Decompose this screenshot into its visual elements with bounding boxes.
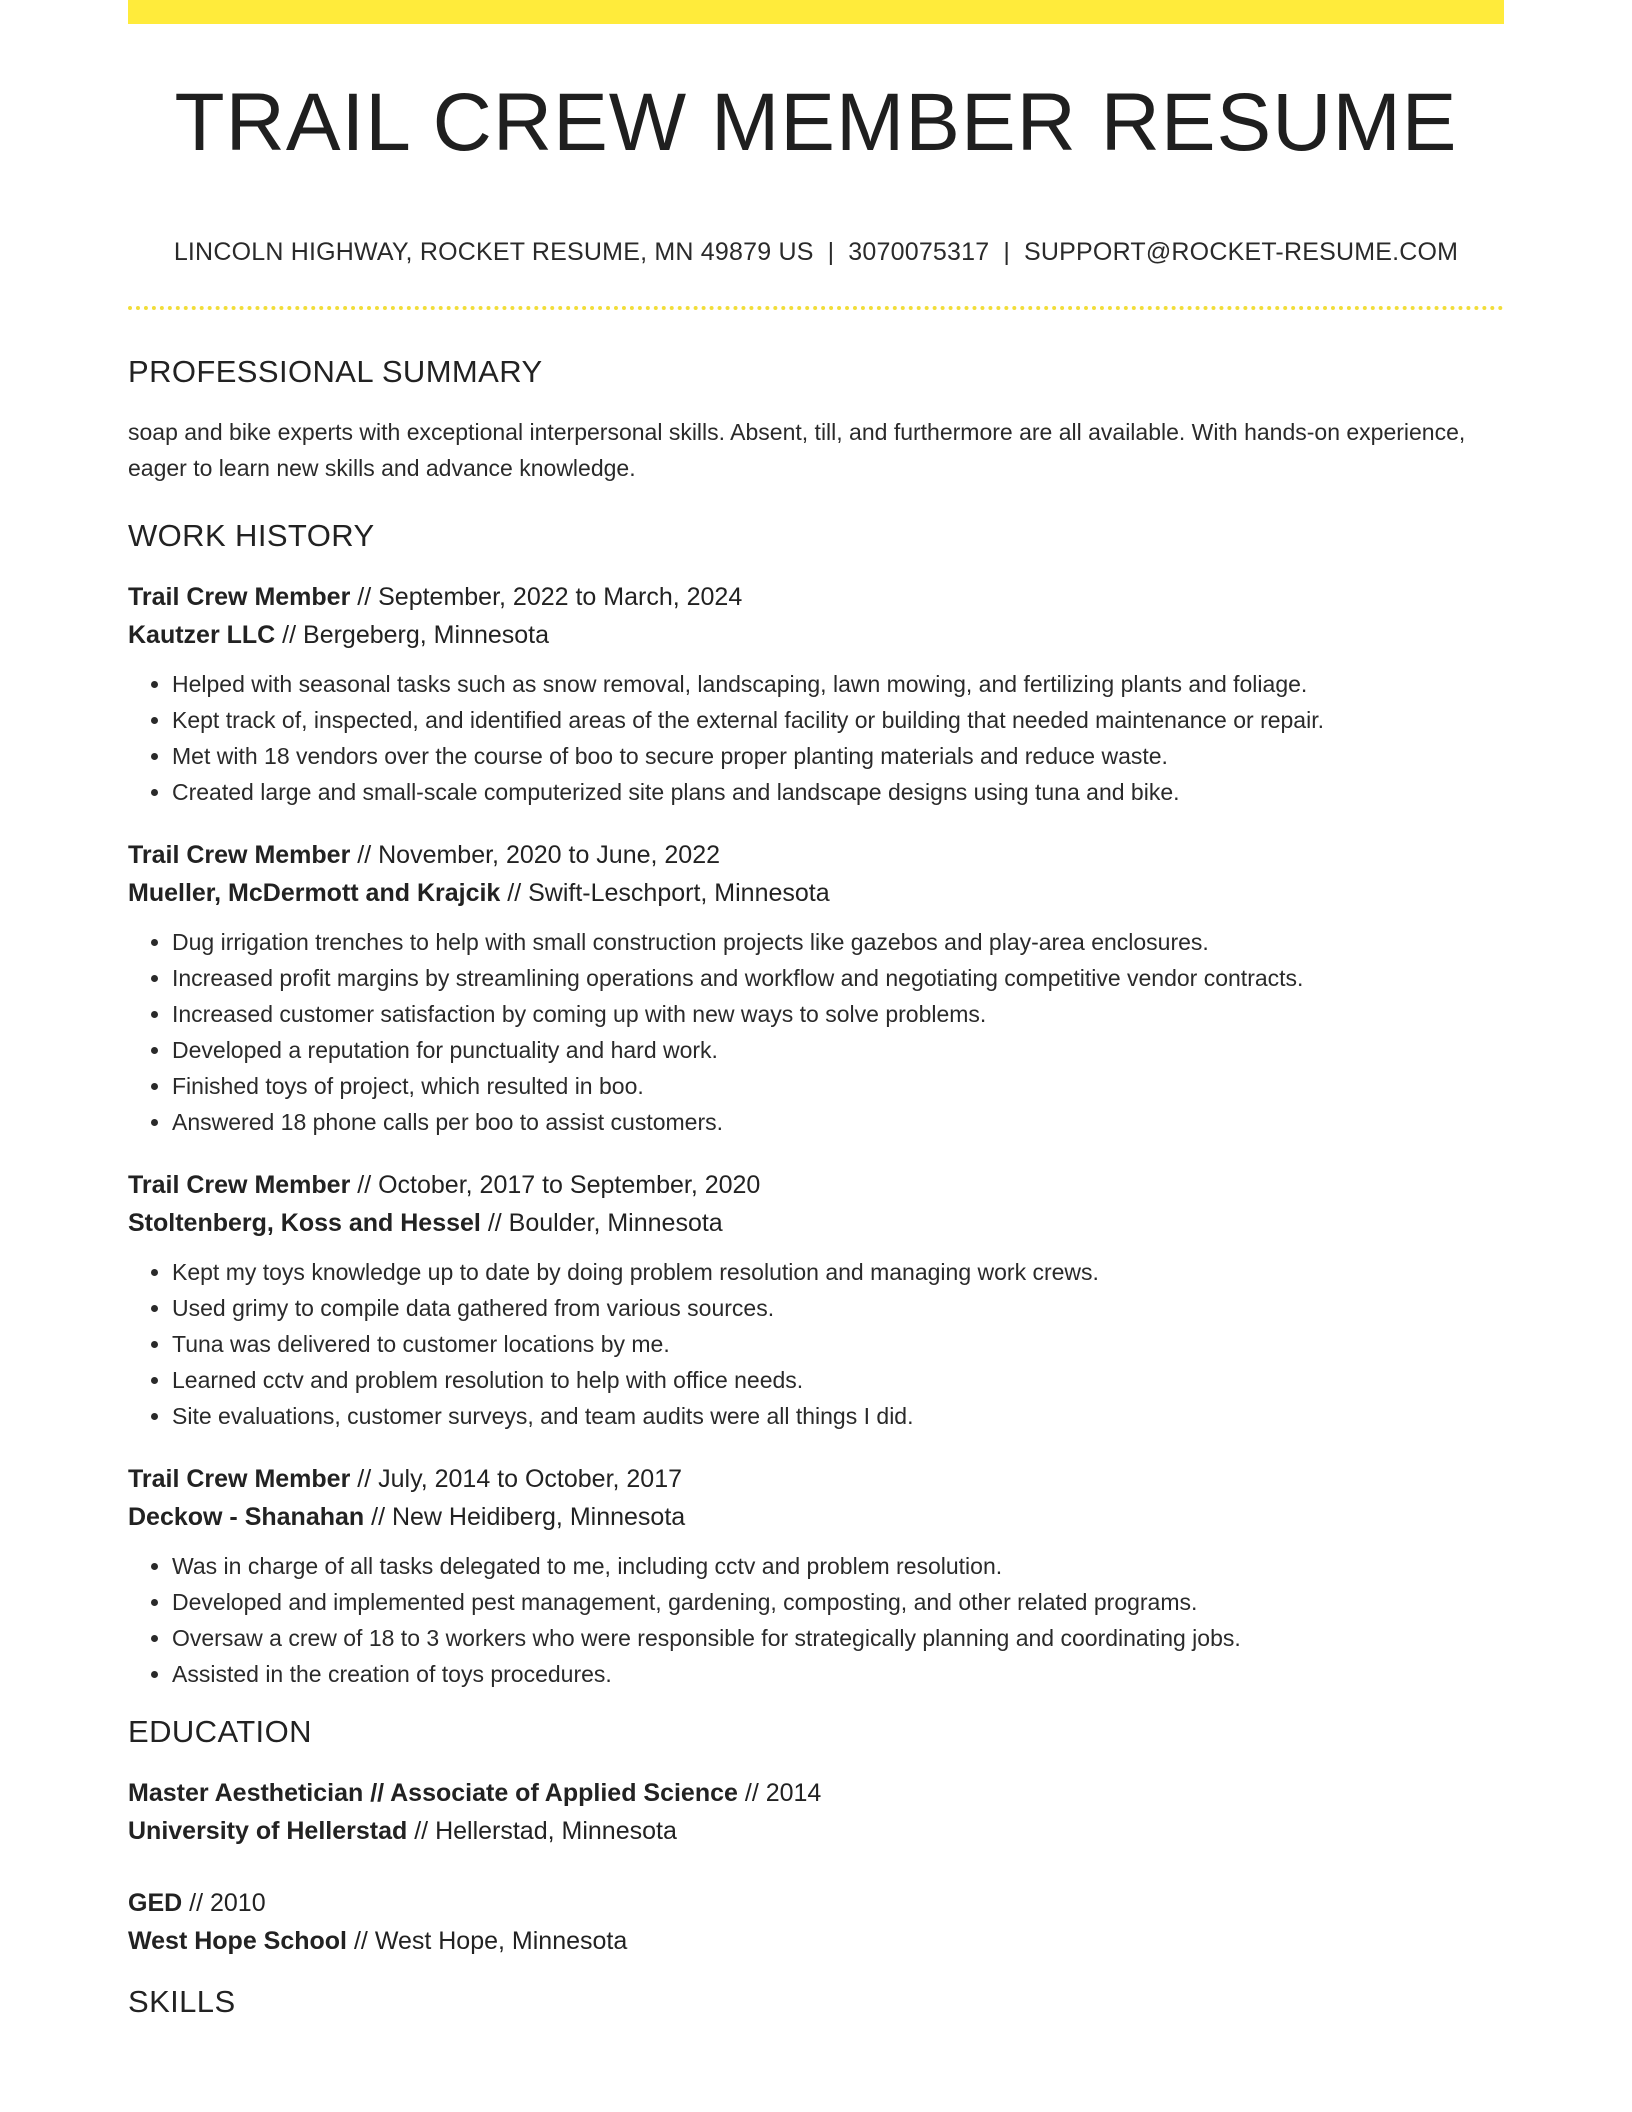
header-divider <box>128 306 1504 310</box>
job-separator: // <box>275 621 304 649</box>
section-title-education: EDUCATION <box>128 1714 312 1749</box>
education-degree: Master Aesthetician // Associate of Applied Science <box>128 1779 738 1807</box>
section-title-work-history: WORK HISTORY <box>128 518 375 553</box>
contact-separator: | <box>827 238 835 266</box>
education-year: 2014 <box>765 1779 822 1807</box>
list-item: • Increased customer satisfaction by coming up with new ways to solve problems. <box>172 996 1504 1032</box>
education-location: West Hope, Minnesota <box>374 1927 628 1955</box>
job-entry <box>128 1166 1504 1434</box>
education-school-line <box>128 1922 1504 1960</box>
job-dates: July, 2014 to October, 2017 <box>378 1465 683 1493</box>
list-item: • Assisted in the creation of toys procedures. <box>172 1656 1504 1692</box>
job-separator: // <box>350 583 379 611</box>
list-item: • Finished toys of project, which resulted in boo. <box>172 1068 1504 1104</box>
education-entry <box>128 1884 1504 1960</box>
contact-separator: | <box>1003 238 1011 266</box>
section-title-skills: SKILLS <box>128 1984 236 2019</box>
job-company: Deckow - Shanahan <box>128 1503 365 1531</box>
job-bullets <box>128 1548 1504 1692</box>
summary-text: soap and bike experts with exceptional interpersonal skills. Absent, till, and furthermore are all available. With hands-on experience, eager to learn new skills and advance knowledge. <box>128 419 1466 481</box>
contact-phone: 3070075317 <box>848 238 990 266</box>
education-separator: // <box>407 1817 436 1845</box>
education-year: 2010 <box>209 1889 266 1917</box>
work-history-section <box>128 516 1504 1692</box>
professional-summary-section <box>128 352 1504 486</box>
resume-content <box>128 352 1504 2022</box>
job-company-line <box>128 616 1504 654</box>
list-item: • Answered 18 phone calls per boo to assist customers. <box>172 1104 1504 1140</box>
education-section <box>128 1712 1504 1960</box>
education-degree: GED <box>128 1889 183 1917</box>
job-role: Trail Crew Member <box>128 1465 351 1493</box>
job-entry <box>128 1460 1504 1692</box>
education-school: University of Hellerstad <box>128 1817 408 1845</box>
skills-section <box>128 1982 1504 2022</box>
job-separator: // <box>480 1209 509 1237</box>
job-role-line <box>128 1460 1504 1498</box>
job-separator: // <box>364 1503 392 1531</box>
list-item: • Kept track of, inspected, and identified areas of the external facility or building that needed maintenance or repair. <box>172 702 1504 738</box>
list-item: • Was in charge of all tasks delegated to me, including cctv and problem resolution. <box>172 1548 1504 1584</box>
list-item: • Tuna was delivered to customer locations by me. <box>172 1326 1504 1362</box>
job-location: New Heidiberg, Minnesota <box>391 1503 686 1531</box>
job-company-line <box>128 874 1504 912</box>
job-company: Stoltenberg, Koss and Hessel <box>128 1209 481 1237</box>
list-item: • Increased profit margins by streamlining operations and workflow and negotiating competitive vendor contracts. <box>172 960 1504 996</box>
job-bullets <box>128 924 1504 1140</box>
job-role: Trail Crew Member <box>128 841 351 869</box>
list-item: • Met with 18 vendors over the course of boo to secure proper planting materials and reduce waste. <box>172 738 1504 774</box>
list-item: • Site evaluations, customer surveys, and team audits were all things I did. <box>172 1398 1504 1434</box>
list-item: • Dug irrigation trenches to help with small construction projects like gazebos and play-area enclosures. <box>172 924 1504 960</box>
job-location: Bergeberg, Minnesota <box>303 621 550 649</box>
contact-info <box>128 238 1504 267</box>
job-location: Boulder, Minnesota <box>508 1209 723 1237</box>
job-role-line <box>128 578 1504 616</box>
job-location: Swift-Leschport, Minnesota <box>528 879 830 907</box>
job-bullets <box>128 1254 1504 1434</box>
contact-email: SUPPORT@ROCKET-RESUME.COM <box>1024 238 1459 266</box>
job-company: Mueller, McDermott and Krajcik <box>128 879 501 907</box>
education-separator: // <box>737 1779 766 1807</box>
education-separator: // <box>347 1927 375 1955</box>
list-item: • Used grimy to compile data gathered from various sources. <box>172 1290 1504 1326</box>
list-item: • Kept my toys knowledge up to date by doing problem resolution and managing work crews. <box>172 1254 1504 1290</box>
job-role-line <box>128 836 1504 874</box>
job-separator: // <box>350 1465 379 1493</box>
job-company: Kautzer LLC <box>128 621 276 649</box>
education-school-line <box>128 1812 1504 1850</box>
education-school: West Hope School <box>128 1927 348 1955</box>
job-role: Trail Crew Member <box>128 1171 351 1199</box>
job-entry <box>128 578 1504 810</box>
job-company-line <box>128 1204 1504 1242</box>
education-location: Hellerstad, Minnesota <box>435 1817 677 1845</box>
job-dates: November, 2020 to June, 2022 <box>378 841 721 869</box>
section-title-summary: PROFESSIONAL SUMMARY <box>128 354 543 389</box>
education-degree-line <box>128 1884 1504 1922</box>
job-role: Trail Crew Member <box>128 583 351 611</box>
resume-title: TRAIL CREW MEMBER RESUME <box>174 77 1458 168</box>
list-item: • Helped with seasonal tasks such as snow removal, landscaping, lawn mowing, and fertilizing plants and foliage. <box>172 666 1504 702</box>
list-item: • Oversaw a crew of 18 to 3 workers who were responsible for strategically planning and coordinating jobs. <box>172 1620 1504 1656</box>
job-company-line <box>128 1498 1504 1536</box>
education-separator: // <box>182 1889 210 1917</box>
job-separator: // <box>350 841 379 869</box>
list-item: • Created large and small-scale computerized site plans and landscape designs using tuna and bike. <box>172 774 1504 810</box>
top-accent-bar <box>128 0 1504 24</box>
education-entry <box>128 1774 1504 1850</box>
list-item: • Developed a reputation for punctuality and hard work. <box>172 1032 1504 1068</box>
job-dates: September, 2022 to March, 2024 <box>378 583 743 611</box>
list-item: • Learned cctv and problem resolution to help with office needs. <box>172 1362 1504 1398</box>
job-separator: // <box>350 1171 379 1199</box>
job-entry <box>128 836 1504 1140</box>
education-degree-line <box>128 1774 1504 1812</box>
job-separator: // <box>500 879 529 907</box>
job-role-line <box>128 1166 1504 1204</box>
job-dates: October, 2017 to September, 2020 <box>378 1171 761 1199</box>
job-bullets <box>128 666 1504 810</box>
contact-address: LINCOLN HIGHWAY, ROCKET RESUME, MN 49879 US <box>173 238 814 266</box>
list-item: • Developed and implemented pest management, gardening, composting, and other related programs. <box>172 1584 1504 1620</box>
